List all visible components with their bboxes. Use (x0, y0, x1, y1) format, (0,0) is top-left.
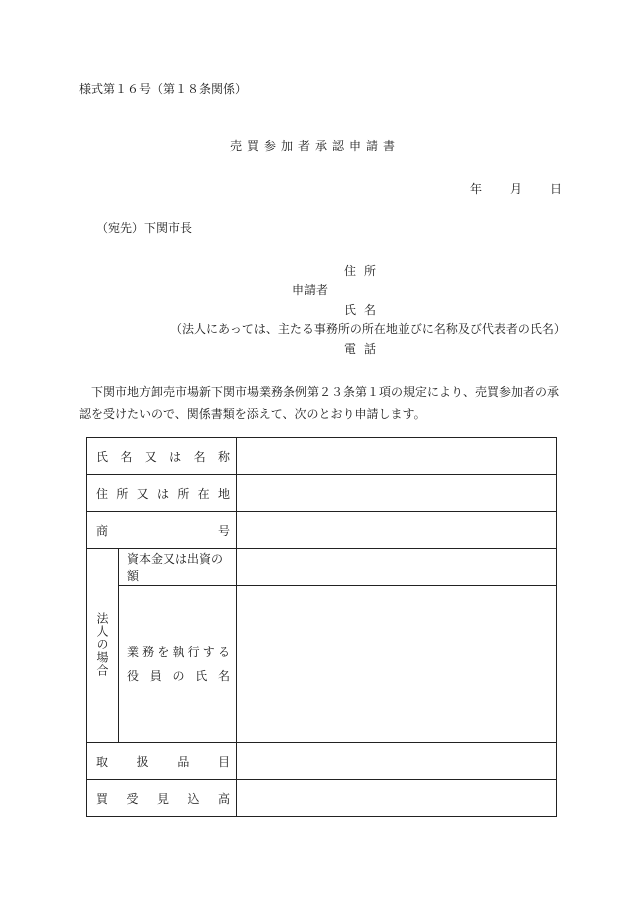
trade-name-label: 商 号 (96, 523, 230, 538)
corporate-label: 法人の場合 (95, 611, 109, 677)
name-label-cell (87, 438, 237, 475)
table-row-trade-name (87, 512, 557, 549)
form-number: 様式第１６号（第１８条関係） (79, 82, 248, 96)
addressee: （宛先）下関市長 (96, 221, 193, 235)
application-table (86, 437, 557, 817)
expected-purchase-label-cell (87, 780, 237, 817)
officer-label-line-1: 業 務 を 執 行 す る (127, 645, 230, 659)
trade-name-label-cell (87, 512, 237, 549)
items-field[interactable] (237, 743, 557, 780)
table-row-expected-purchase (87, 780, 557, 817)
capital-label: 資本金又は出資の額 (119, 549, 237, 586)
officer-label-cell (119, 586, 237, 743)
table-row-capital (87, 549, 557, 586)
corporate-label-cell (87, 549, 119, 743)
officer-label-line-2: 役 員 の 氏 名 (127, 669, 230, 683)
application-statement (79, 381, 559, 425)
applicant-tel-label: 電話 (344, 342, 385, 356)
table-row-items (87, 743, 557, 780)
name-label: 氏 名 又 は 名 称 (96, 449, 230, 464)
table-row-officers (87, 586, 557, 743)
date-day: 日 (550, 182, 563, 196)
applicant-name-label: 氏名 (344, 303, 385, 317)
applicant-label: 申請者 (292, 283, 329, 297)
date-month: 月 (510, 182, 523, 196)
statement-line-1: 下関市地方卸売市場新下関市場業務条例第２３条第１項の規定により、売買参加者の承 (91, 385, 560, 399)
officers-field[interactable] (237, 586, 557, 743)
address-label-cell (87, 475, 237, 512)
applicant-corporate-note: （法人にあっては、主たる事務所の所在地並びに名称及び代表者の氏名） (170, 322, 566, 336)
trade-name-field[interactable] (237, 512, 557, 549)
date-line (470, 183, 562, 195)
address-field[interactable] (237, 475, 557, 512)
name-field[interactable] (237, 438, 557, 475)
applicant-address-label: 住所 (344, 264, 385, 278)
capital-field[interactable] (237, 549, 557, 586)
expected-purchase-label: 買 受 見 込 高 (96, 791, 230, 806)
document-title: 売買参加者承認申請書 (229, 139, 400, 153)
statement-line-2: 認を受けたいので、関係書類を添えて、次のとおり申請します。 (79, 407, 426, 421)
table-row-address (87, 475, 557, 512)
items-label: 取 扱 品 目 (96, 754, 230, 769)
table-row-name (87, 438, 557, 475)
expected-purchase-field[interactable] (237, 780, 557, 817)
date-year: 年 (470, 182, 483, 196)
items-label-cell (87, 743, 237, 780)
address-label: 住 所 又 は 所 在 地 (96, 486, 230, 501)
